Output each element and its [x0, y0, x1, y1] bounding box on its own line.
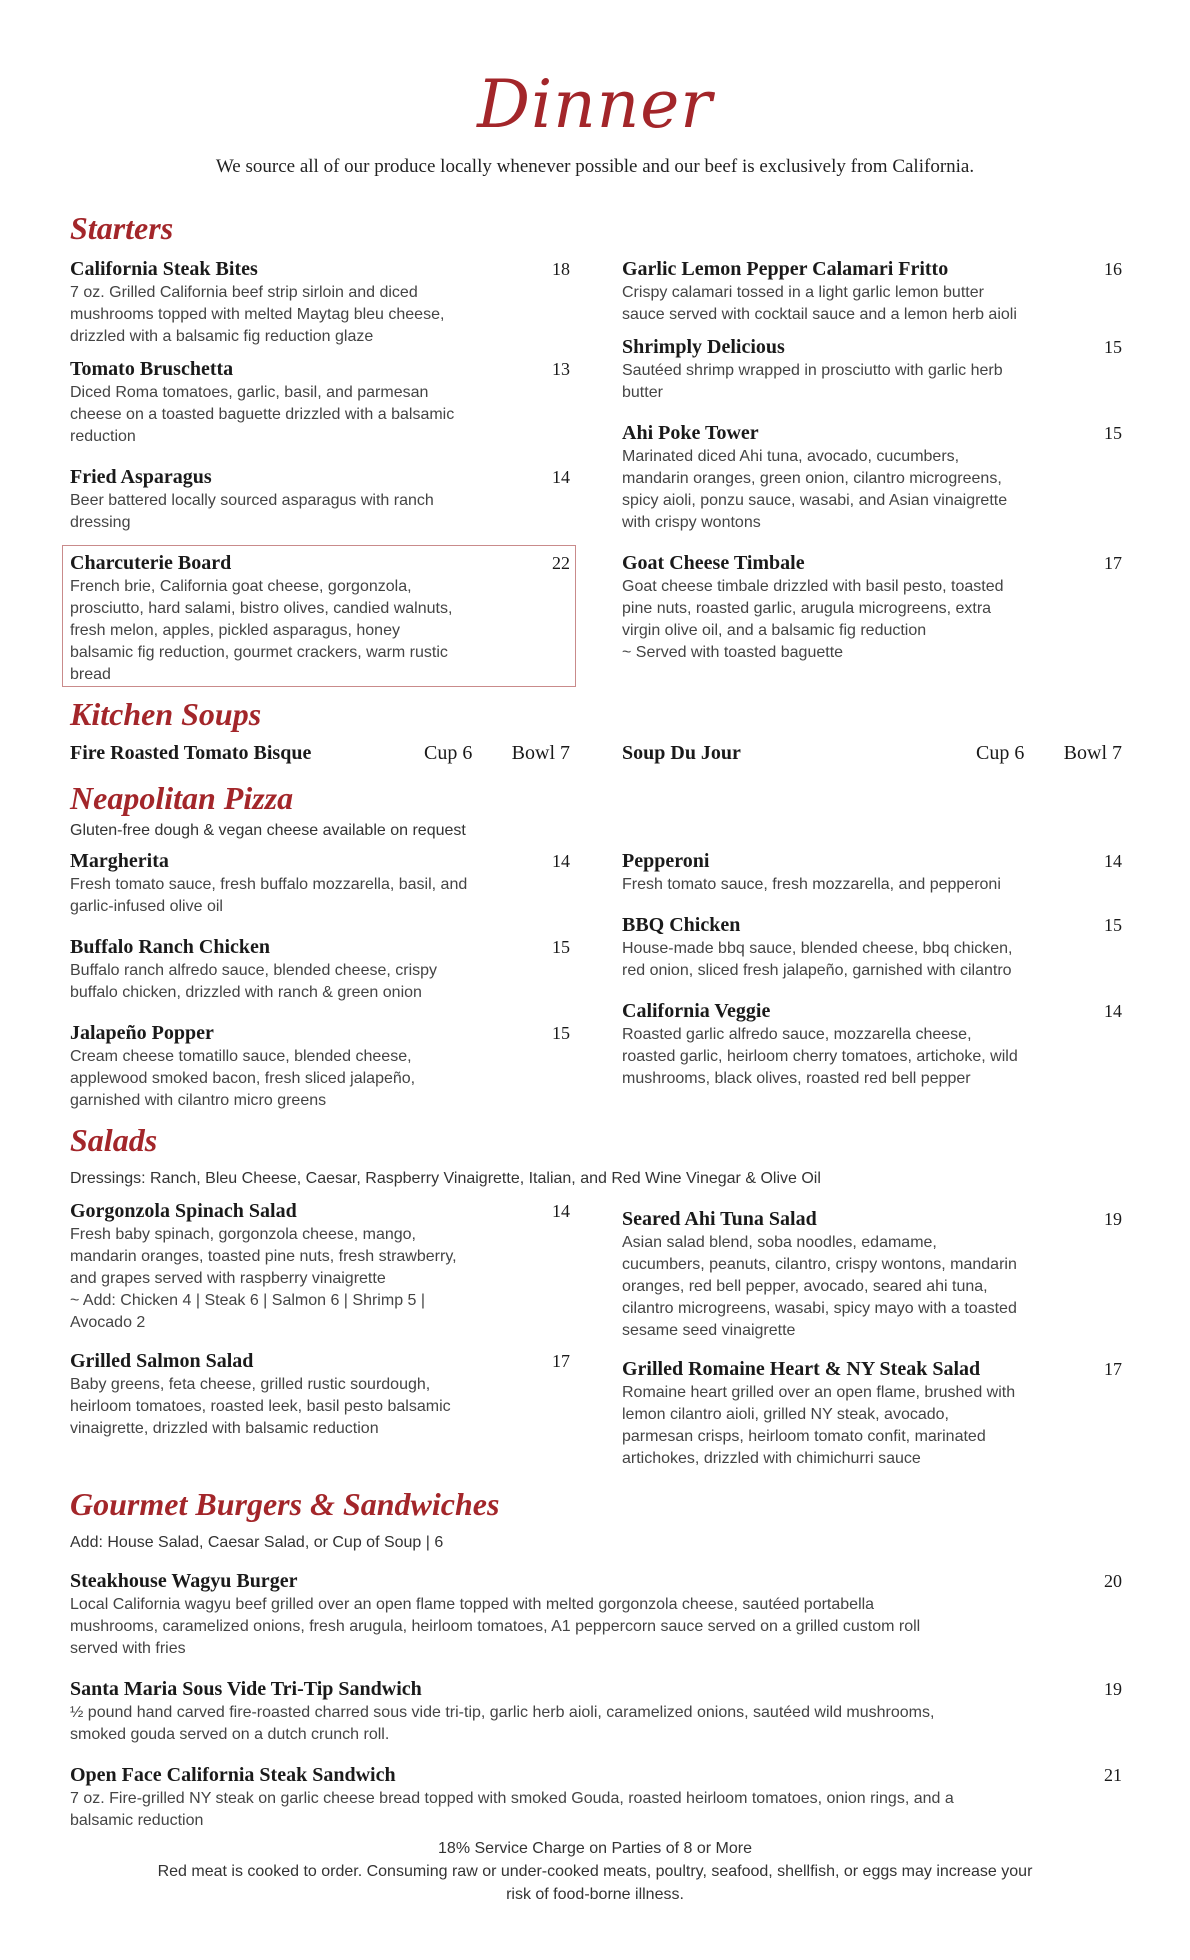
menu-item — [622, 1356, 1122, 1470]
item-price: 22 — [552, 553, 570, 573]
menu-item — [622, 1206, 1122, 1342]
item-price: 13 — [552, 359, 570, 379]
menu-item — [70, 1198, 570, 1334]
section-heading-pizza: Neapolitan Pizza — [70, 780, 294, 816]
menu-item — [70, 464, 570, 534]
menu-item — [70, 1676, 1122, 1746]
item-description: Romaine heart grilled over an open flame, brushed with lemon cilantro aioli, grilled NY steak, avocado, parmesan crisps, heirloom tomato confit, marinated artichokes, drizzled with chimichurri sauce — [622, 1384, 1016, 1467]
item-name: Pepperoni — [622, 850, 710, 872]
item-name: Charcuterie Board — [70, 552, 232, 574]
section-heading-burgers: Gourmet Burgers & Sandwiches — [70, 1486, 500, 1522]
item-name: Ahi Poke Tower — [622, 422, 759, 444]
item-name: Open Face California Steak Sandwich — [70, 1764, 396, 1786]
section-heading-salads: Salads — [70, 1122, 158, 1158]
item-price: 21 — [1104, 1765, 1122, 1785]
item-description: Fresh tomato sauce, fresh buffalo mozzarella, basil, and garlic-infused olive oil — [70, 876, 468, 915]
menu-item — [622, 550, 1122, 664]
item-description: Goat cheese timbale drizzled with basil pesto, toasted pine nuts, roasted garlic, arugula microgreens, extra virgin olive oil, and a balsamic fig reduction ~ Served with toasted baguette — [622, 578, 1004, 661]
item-price: 20 — [1104, 1571, 1122, 1591]
menu-title: Dinner — [477, 66, 713, 143]
section-heading-soups: Kitchen Soups — [70, 696, 262, 732]
footer-service-charge: 18% Service Charge on Parties of 8 or More — [438, 1840, 752, 1857]
item-name: BBQ Chicken — [622, 914, 741, 936]
item-price: 14 — [552, 851, 570, 871]
item-name: Tomato Bruschetta — [70, 358, 234, 380]
item-name: Margherita — [70, 850, 169, 872]
item-description: Fresh baby spinach, gorgonzola cheese, mango, mandarin oranges, toasted pine nuts, fresh strawberry, and grapes served with raspberry vinaigrette ~ Add: Chicken 4 | Steak 6 | Salmon 6 | Shrimp 5 | Avocado 2 — [70, 1226, 457, 1331]
item-name: Goat Cheese Timbale — [622, 552, 805, 574]
item-description: Baby greens, feta cheese, grilled rustic sourdough, heirloom tomatoes, roasted leek, basil pesto balsamic vinaigrette, drizzled with balsamic reduction — [70, 1376, 451, 1437]
item-price: 17 — [1104, 553, 1122, 573]
item-name: Steakhouse Wagyu Burger — [70, 1570, 298, 1592]
item-description: Roasted garlic alfredo sauce, mozzarella cheese, roasted garlic, heirloom cherry tomatoes, artichoke, wild mushrooms, black olives, roasted red bell pepper — [622, 1026, 1018, 1087]
item-price: 14 — [552, 1201, 570, 1221]
section-note: Dressings: Ranch, Bleu Cheese, Caesar, Raspberry Vinaigrette, Italian, and Red Wine Vinegar & Olive Oil — [70, 1170, 821, 1187]
item-description: Asian salad blend, soba noodles, edamame, cucumbers, peanuts, cilantro, crispy wontons, mandarin oranges, red bell pepper, avocado, seared ahi tuna, cilantro microgreens, wasabi, spicy mayo with a toasted sesame seed vinaigrette — [622, 1234, 1017, 1339]
item-description: 7 oz. Fire-grilled NY steak on garlic cheese bread topped with smoked Gouda, roasted heirloom tomatoes, onion rings, and a balsamic reduction — [70, 1790, 954, 1829]
item-description: ½ pound hand carved fire-roasted charred sous vide tri-tip, garlic herb aioli, caramelized onions, sautéed wild mushrooms, smoked gouda served on a dutch crunch roll. — [70, 1704, 935, 1743]
item-price: 19 — [1104, 1209, 1122, 1229]
item-description: Beer battered locally sourced asparagus with ranch dressing — [70, 492, 434, 531]
menu-item — [622, 420, 1122, 534]
menu-item — [622, 998, 1122, 1090]
item-price: 19 — [1104, 1679, 1122, 1699]
soup-row — [622, 742, 1122, 765]
item-name: California Steak Bites — [70, 258, 258, 280]
section-note: Gluten-free dough & vegan cheese available on request — [70, 822, 466, 839]
item-description: Diced Roma tomatoes, garlic, basil, and parmesan cheese on a toasted baguette drizzled with a balsamic reduction — [70, 384, 455, 445]
menu-item — [622, 912, 1122, 982]
soup-bowl-price: Bowl 7 — [1063, 742, 1122, 764]
section-heading-starters: Starters — [70, 210, 174, 246]
item-description: Marinated diced Ahi tuna, avocado, cucumbers, mandarin oranges, green onion, cilantro microgreens, spicy aioli, ponzu sauce, wasabi, and Asian vinaigrette with crispy wontons — [622, 448, 1008, 531]
item-price: 14 — [552, 467, 570, 487]
menu-subtitle: We source all of our produce locally whenever possible and our beef is exclusively from California. — [215, 156, 975, 177]
item-price: 15 — [1104, 337, 1122, 357]
item-price: 15 — [1104, 915, 1122, 935]
item-name: Jalapeño Popper — [70, 1022, 214, 1044]
item-name: Gorgonzola Spinach Salad — [70, 1200, 297, 1222]
menu-item — [70, 1762, 1122, 1832]
soup-cup-price: Cup 6 — [976, 742, 1025, 764]
item-description: 7 oz. Grilled California beef strip sirloin and diced mushrooms topped with melted Maytag bleu cheese, drizzled with a balsamic fig reduction glaze — [70, 284, 445, 345]
footer-disclaimer-cont: risk of food-borne illness. — [506, 1886, 684, 1903]
item-price: 14 — [1104, 851, 1122, 871]
item-name: Grilled Romaine Heart & NY Steak Salad — [622, 1358, 981, 1380]
item-name: Santa Maria Sous Vide Tri-Tip Sandwich — [70, 1678, 422, 1700]
item-description: Local California wagyu beef grilled over an open flame topped with melted gorgonzola cheese, sautéed portabella mushrooms, caramelized onions, fresh arugula, heirloom tomatoes, A1 peppercorn sauce served on a grilled custom roll served with fries — [70, 1596, 921, 1657]
item-description: Fresh tomato sauce, fresh mozzarella, and pepperoni — [622, 876, 1001, 893]
item-description: Sautéed shrimp wrapped in prosciutto with garlic herb butter — [622, 362, 1003, 401]
item-description: Buffalo ranch alfredo sauce, blended cheese, crispy buffalo chicken, drizzled with ranch & green onion — [70, 962, 438, 1001]
item-name: Garlic Lemon Pepper Calamari Fritto — [622, 258, 949, 280]
item-name: Shrimply Delicious — [622, 336, 785, 358]
item-name: Seared Ahi Tuna Salad — [622, 1208, 817, 1230]
item-price: 18 — [552, 259, 570, 279]
item-price: 14 — [1104, 1001, 1122, 1021]
item-price: 15 — [552, 1023, 570, 1043]
menu-item — [622, 256, 1122, 326]
menu-item — [70, 848, 570, 918]
item-description: Crispy calamari tossed in a light garlic lemon butter sauce served with cocktail sauce and a lemon herb aioli — [622, 284, 1017, 323]
item-description: Cream cheese tomatillo sauce, blended cheese, applewood smoked bacon, fresh sliced jalapeño, garnished with cilantro micro greens — [70, 1048, 416, 1109]
item-price: 15 — [1104, 423, 1122, 443]
item-price: 15 — [552, 937, 570, 957]
menu-item — [70, 356, 570, 448]
menu-item — [70, 550, 570, 686]
item-name: Grilled Salmon Salad — [70, 1350, 254, 1372]
item-price: 16 — [1104, 259, 1122, 279]
menu-item — [70, 1020, 570, 1112]
menu-item — [70, 1568, 1122, 1660]
menu-item — [70, 256, 570, 348]
soup-bowl-price: Bowl 7 — [511, 742, 570, 764]
menu-item — [70, 1348, 570, 1440]
soup-name: Fire Roasted Tomato Bisque — [70, 742, 312, 764]
item-name: Fried Asparagus — [70, 466, 212, 488]
soup-name: Soup Du Jour — [622, 742, 741, 764]
footer-disclaimer: Red meat is cooked to order. Consuming raw or under-cooked meats, poultry, seafood, shellfish, or eggs may increase your — [157, 1863, 1033, 1880]
item-price: 17 — [1104, 1359, 1122, 1379]
soup-cup-price: Cup 6 — [424, 742, 473, 764]
menu-item — [622, 848, 1122, 896]
menu-item — [70, 934, 570, 1004]
item-description: House-made bbq sauce, blended cheese, bbq chicken, red onion, sliced fresh jalapeño, garnished with cilantro — [622, 940, 1013, 979]
item-price: 17 — [552, 1351, 570, 1371]
item-name: Buffalo Ranch Chicken — [70, 936, 271, 958]
item-description: French brie, California goat cheese, gorgonzola, prosciutto, hard salami, bistro olives, candied walnuts, fresh melon, apples, pickled asparagus, honey balsamic fig reduction, gourmet crackers, warm rustic bread — [70, 578, 453, 683]
section-note: Add: House Salad, Caesar Salad, or Cup of Soup | 6 — [70, 1534, 444, 1551]
soup-row — [70, 742, 570, 765]
item-name: California Veggie — [622, 1000, 771, 1022]
menu-item — [622, 334, 1122, 404]
